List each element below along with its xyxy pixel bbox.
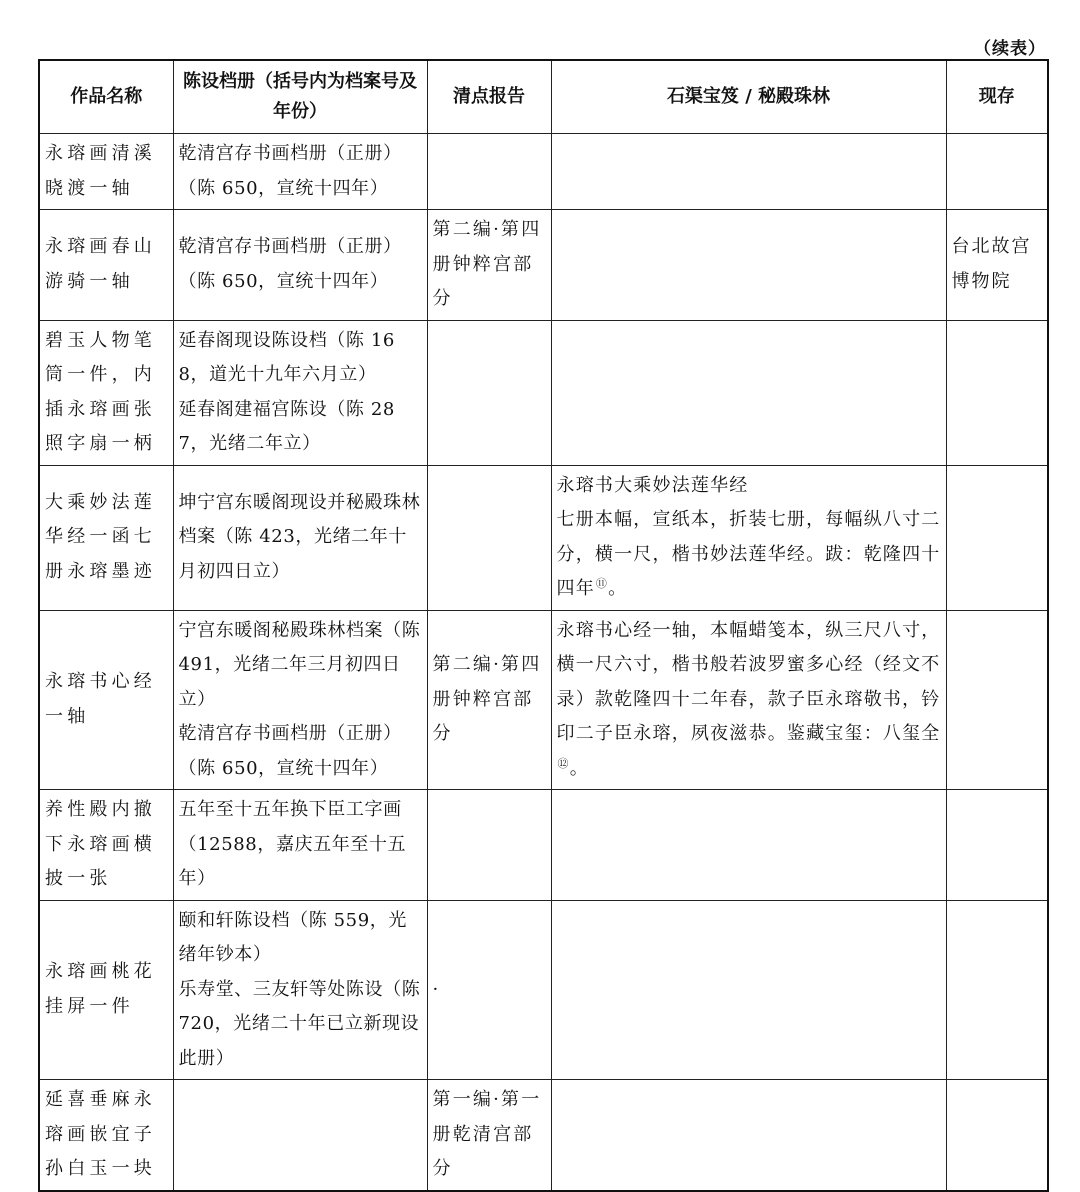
cell-name: 延喜垂麻永瑢画嵌宜子孙白玉一块	[39, 1080, 173, 1191]
cell-report: 第二编·第四册钟粹宫部分	[427, 610, 551, 790]
cell-report: 第一编·第一册乾清宫部分	[427, 1080, 551, 1191]
cell-name: 碧玉人物笔筒一件，内插永瑢画张照字扇一柄	[39, 320, 173, 465]
cell-archive	[173, 465, 427, 610]
catalog-description: 永瑢书心经一轴，本幅蜡笺本，纵三尺八寸，横一尺六寸，楷书般若波罗蜜多心经（经文不录）款乾隆四十二年春，款子臣永瑢敬书，钤印二子臣永瑢，夙夜滋恭。鉴藏宝玺：八玺全	[556, 619, 941, 744]
header-archive: 陈设档册（括号内为档案号及年份）	[173, 60, 427, 134]
cell-name: 养性殿内撤下永瑢画横披一张	[39, 790, 173, 901]
archive-entry: 五年至十五年换下臣工字画（12588，嘉庆五年至十五年）	[178, 799, 407, 889]
archive-entry: 延春阁建福宫陈设（陈 287，光绪二年立）	[178, 398, 395, 454]
catalog-table	[38, 59, 1049, 1192]
archive-entry: 坤宁宫东暖阁现设并秘殿珠林档案（陈 423，光绪二年十月初四日立）	[178, 491, 421, 582]
cell-catalog	[551, 210, 946, 321]
cell-archive	[173, 320, 427, 465]
cell-report	[427, 465, 551, 610]
archive-entry: 颐和轩陈设档（陈 559，光绪年钞本）	[178, 909, 407, 965]
header-row	[39, 60, 1048, 134]
catalog-title: 永瑢书大乘妙法莲华经	[556, 474, 749, 496]
archive-entry: 延春阁现设陈设档（陈 168，道光十九年六月立）	[178, 329, 395, 385]
cell-location	[946, 320, 1048, 465]
table-row	[39, 900, 1048, 1080]
archive-entry: 乐寿堂、三友轩等处陈设（陈 720，光绪二十年已立新现设此册）	[178, 978, 421, 1069]
cell-name: 永瑢画清溪晓渡一轴	[39, 134, 173, 210]
cell-location	[946, 134, 1048, 210]
cell-catalog	[551, 790, 946, 901]
header-location: 现存	[946, 60, 1048, 134]
table-row	[39, 320, 1048, 465]
archive-entry: 乾清宫存书画档册（正册）（陈 650，宣统十四年）	[178, 723, 402, 779]
cell-archive	[173, 790, 427, 901]
header-report: 清点报告	[427, 60, 551, 134]
footnote-marker: ⑫	[557, 756, 570, 770]
cell-catalog	[551, 320, 946, 465]
cell-catalog	[551, 610, 946, 790]
header-name: 作品名称	[39, 60, 173, 134]
cell-archive	[173, 210, 427, 321]
table-row	[39, 610, 1048, 790]
table-row	[39, 1080, 1048, 1191]
cell-catalog	[551, 134, 946, 210]
table-row	[39, 134, 1048, 210]
archive-entry: 宁宫东暖阁秘殿珠林档案（陈 491，光绪二年三月初四日立）	[178, 619, 421, 710]
cell-report	[427, 790, 551, 901]
cell-report	[427, 320, 551, 465]
cell-location	[946, 1080, 1048, 1191]
archive-entry: 乾清宫存书画档册（正册）（陈 650，宣统十四年）	[178, 236, 402, 292]
footnote-marker: ⑪	[595, 577, 609, 590]
cell-location	[946, 610, 1048, 790]
cell-report	[427, 134, 551, 210]
catalog-period: 。	[569, 757, 589, 779]
cell-archive	[173, 1080, 427, 1191]
catalog-period: 。	[608, 578, 628, 599]
header-catalog: 石渠宝笈 / 秘殿珠林	[551, 60, 946, 134]
cell-name: 永瑢画桃花挂屏一件	[39, 900, 173, 1080]
table-row	[39, 465, 1048, 610]
cell-name: 永瑢画春山游骑一轴	[39, 210, 173, 321]
cell-archive	[173, 134, 427, 210]
cell-location	[946, 900, 1048, 1080]
catalog-description: 七册本幅，宣纸本，折装七册，每幅纵八寸二分，横一尺，楷书妙法莲华经。跋：乾隆四十四年	[556, 509, 941, 599]
cell-name: 大乘妙法莲华经一函七册永瑢墨迹	[39, 465, 173, 610]
cell-name: 永瑢书心经一轴	[39, 610, 173, 790]
cell-catalog	[551, 465, 946, 610]
cell-catalog	[551, 1080, 946, 1191]
table-row	[39, 790, 1048, 901]
cell-report: ·	[427, 900, 551, 1080]
cell-location: 台北故宫博物院	[946, 210, 1048, 321]
cell-archive	[173, 610, 427, 790]
archive-entry: 乾清宫存书画档册（正册）（陈 650，宣统十四年）	[178, 143, 402, 199]
cell-catalog	[551, 900, 946, 1080]
table-row	[39, 210, 1048, 321]
continued-label: （续表）	[974, 39, 1046, 59]
cell-report: 第二编·第四册钟粹宫部分	[427, 210, 551, 321]
cell-location	[946, 790, 1048, 901]
cell-location	[946, 465, 1048, 610]
cell-archive	[173, 900, 427, 1080]
